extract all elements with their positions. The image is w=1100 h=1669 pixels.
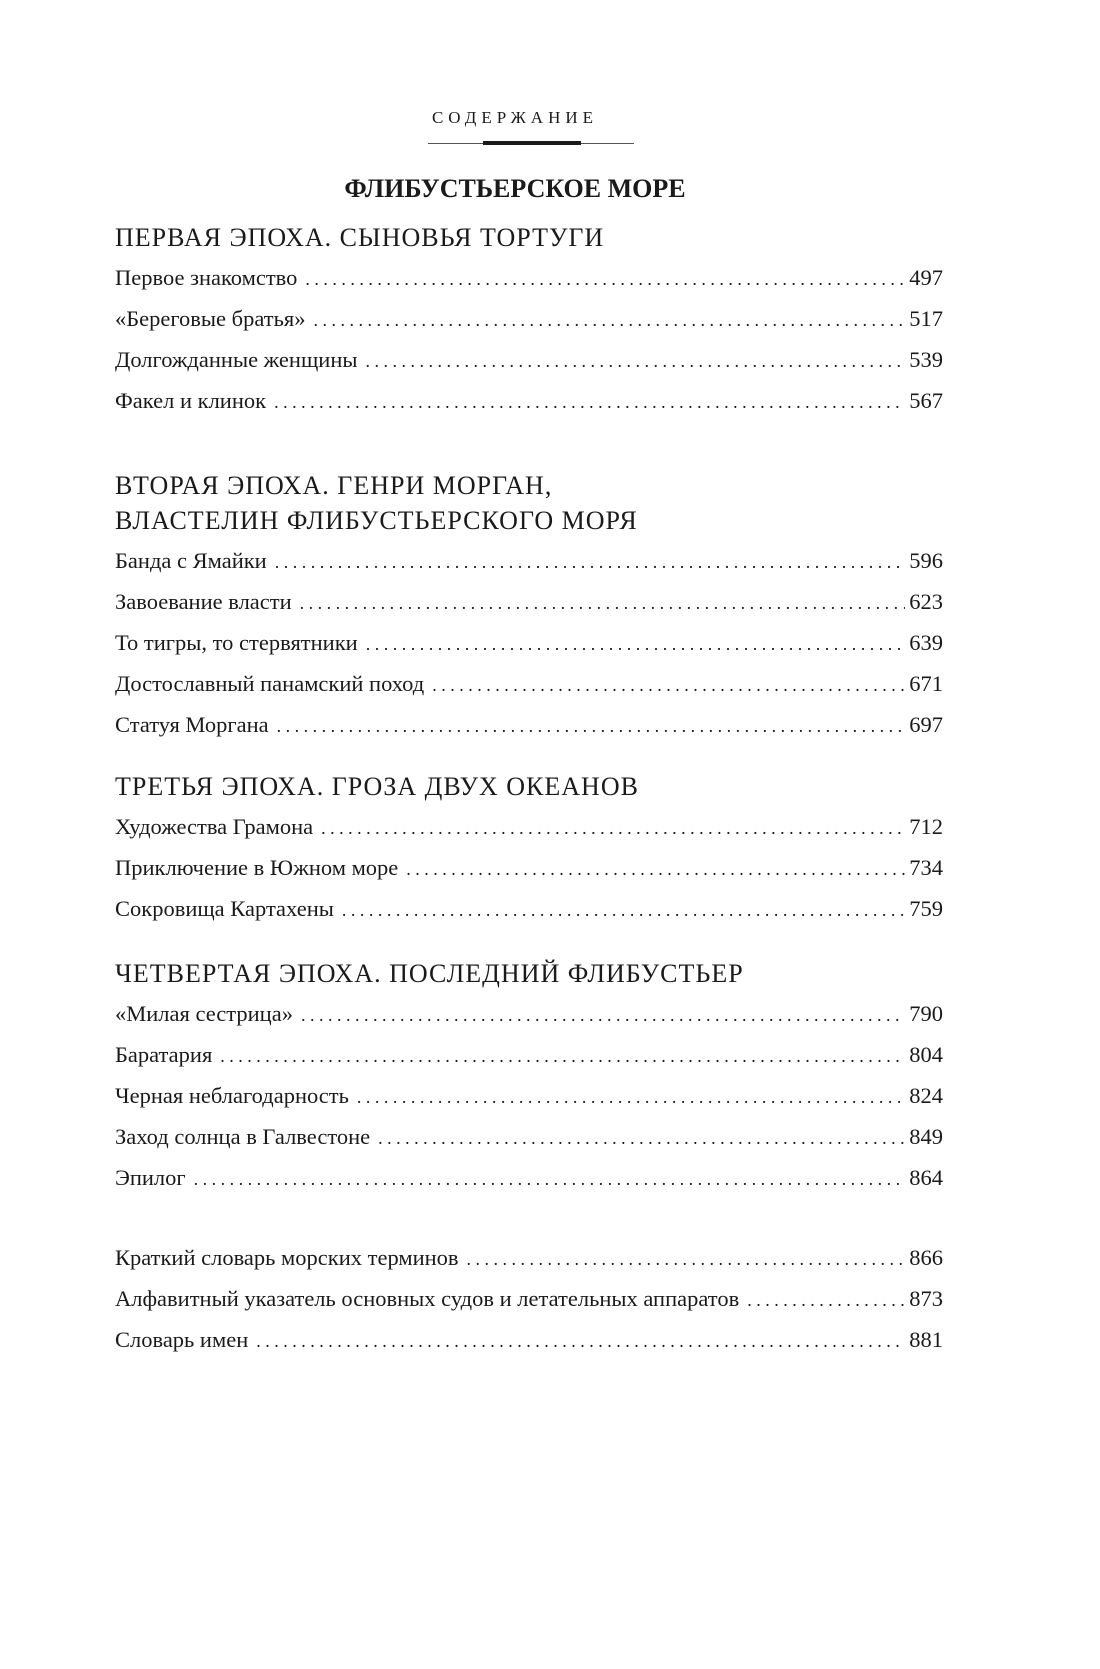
toc-entry[interactable]: [115, 339, 943, 380]
running-head: СОДЕРЖАНИЕ: [431, 108, 599, 127]
entry-page: 759: [909, 896, 943, 921]
toc-part-1: [115, 220, 943, 421]
part-title: ПЕРВАЯ ЭПОХА. СЫНОВЬЯ ТОРТУГИ: [115, 223, 605, 252]
toc-entry[interactable]: [115, 540, 943, 581]
dot-leader: [342, 890, 905, 931]
entry-label: «Береговые братья»: [115, 306, 306, 331]
part-title: ТРЕТЬЯ ЭПОХА. ГРОЗА ДВУХ ОКЕАНОВ: [115, 772, 639, 801]
entry-label: Краткий словарь морских терминов: [115, 1245, 459, 1270]
dot-leader: [366, 624, 906, 665]
entry-label: Баратария: [115, 1042, 213, 1067]
toc-entry[interactable]: [115, 888, 943, 929]
toc-entry[interactable]: [115, 1157, 943, 1198]
toc-entry[interactable]: [115, 380, 943, 421]
dot-leader: [313, 300, 905, 341]
toc-entry[interactable]: [115, 806, 943, 847]
entry-label: Эпилог: [115, 1165, 186, 1190]
entry-page: 849: [909, 1124, 943, 1149]
dot-leader: [365, 341, 905, 382]
entry-label: Приключение в Южном море: [115, 855, 399, 880]
entry-page: 734: [909, 855, 943, 880]
toc-entry[interactable]: [115, 704, 943, 745]
entry-page: 517: [909, 306, 943, 331]
toc-entry[interactable]: [115, 993, 943, 1034]
toc-part-4: [115, 956, 943, 1198]
entry-page: 873: [909, 1286, 943, 1311]
header-rule-bar: [483, 141, 581, 145]
entry-label: Художества Грамона: [115, 814, 314, 839]
entry-page: 497: [909, 265, 943, 290]
entry-page: 712: [909, 814, 943, 839]
toc-entry[interactable]: [115, 1319, 943, 1360]
entry-page: 790: [909, 1001, 943, 1026]
toc-entry[interactable]: [115, 257, 943, 298]
entry-label: Факел и клинок: [115, 388, 267, 413]
entry-page: 639: [909, 630, 943, 655]
entry-label: Завоевание власти: [115, 589, 292, 614]
entry-page: 697: [909, 712, 943, 737]
entry-label: Первое знакомство: [115, 265, 298, 290]
entry-label: Долгожданные женщины: [115, 347, 358, 372]
entry-page: 539: [909, 347, 943, 372]
entry-page: 567: [909, 388, 943, 413]
toc-entry[interactable]: [115, 1116, 943, 1157]
entry-page: 804: [909, 1042, 943, 1067]
toc-appendix: [115, 1237, 943, 1360]
toc-entry[interactable]: [115, 581, 943, 622]
part-title: ВТОРАЯ ЭПОХА. ГЕНРИ МОРГАН,: [115, 471, 553, 500]
part-title: ЧЕТВЕРТАЯ ЭПОХА. ПОСЛЕДНИЙ ФЛИБУСТЬЕР: [115, 959, 744, 988]
entry-page: 824: [909, 1083, 943, 1108]
dot-leader: [301, 995, 905, 1036]
book-title: ФЛИБУСТЬЕРСКОЕ МОРЕ: [344, 174, 686, 203]
entry-label: Статуя Моргана: [115, 712, 269, 737]
entry-page: 671: [909, 671, 943, 696]
entry-page: 596: [909, 548, 943, 573]
toc-entry[interactable]: [115, 298, 943, 339]
toc-part-2: [115, 468, 943, 745]
entry-page: 881: [909, 1327, 943, 1352]
toc-entry[interactable]: [115, 847, 943, 888]
entry-label: Черная неблагодарность: [115, 1083, 349, 1108]
entry-label: Достославный панамский поход: [115, 671, 425, 696]
dot-leader: [467, 1239, 906, 1280]
part-title: ВЛАСТЕЛИН ФЛИБУСТЬЕРСКОГО МОРЯ: [115, 506, 638, 535]
dot-leader: [305, 259, 905, 300]
entry-label: Банда с Ямайки: [115, 548, 267, 573]
entry-page: 864: [909, 1165, 943, 1190]
entry-label: «Милая сестрица»: [115, 1001, 293, 1026]
toc-part-3: [115, 769, 943, 929]
toc-entry[interactable]: [115, 663, 943, 704]
entry-label: Заход солнца в Галвестоне: [115, 1124, 371, 1149]
dot-leader: [256, 1321, 905, 1362]
entry-label: Алфавитный указатель основных судов и летательных аппаратов: [115, 1286, 740, 1311]
dot-leader: [357, 1077, 905, 1118]
entry-page: 866: [909, 1245, 943, 1270]
toc-entry[interactable]: [115, 1237, 943, 1278]
dot-leader: [406, 849, 905, 890]
dot-leader: [747, 1280, 905, 1321]
dot-leader: [321, 808, 905, 849]
dot-leader: [277, 706, 906, 747]
toc-entry[interactable]: [115, 622, 943, 663]
dot-leader: [275, 542, 906, 583]
toc-entry[interactable]: [115, 1278, 943, 1319]
entry-page: 623: [909, 589, 943, 614]
dot-leader: [432, 665, 905, 706]
dot-leader: [300, 583, 906, 624]
entry-label: Сокровища Картахены: [115, 896, 334, 921]
dot-leader: [220, 1036, 905, 1077]
entry-label: Словарь имен: [115, 1327, 249, 1352]
dot-leader: [378, 1118, 905, 1159]
toc-entry[interactable]: [115, 1075, 943, 1116]
entry-label: То тигры, то стервятники: [115, 630, 358, 655]
dot-leader: [274, 382, 905, 423]
dot-leader: [194, 1159, 906, 1200]
toc-entry[interactable]: [115, 1034, 943, 1075]
